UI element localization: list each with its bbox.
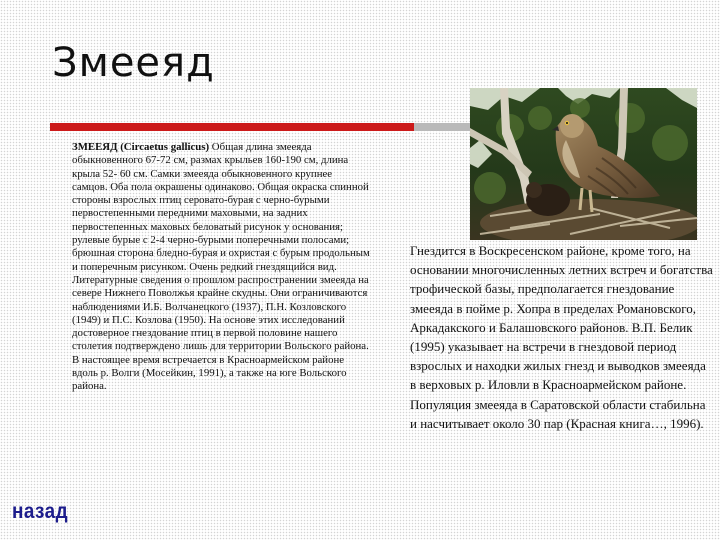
nesting-description: Гнездится в Воскресенском районе, кроме того, на основании многочисленных летних встреч и богатства трофической базы, предполагается гнездование змееяда в пойме р. Хопра в пределах Романовского, Аркадакского и Балашовского районов. В.П. Белик (1995) указывает на встречи в гнездовой период взрослых и находки жилых гнезд и выводков змееяда в верховых р. Иловли в Красноармейском районе. Популяция змееяда в Саратовской области стабильна и насчитывает около 30 пар (Красная книга…, 1996). <box>410 243 713 431</box>
page-title: Змееяд <box>52 40 215 86</box>
title-underline-accent <box>50 123 414 131</box>
eagle-nest-photo <box>470 88 697 240</box>
species-name: ЗМЕЕЯД (Circaetus gallicus) <box>72 141 210 153</box>
species-description <box>72 141 370 394</box>
back-link[interactable]: назад <box>12 500 69 523</box>
species-description-body: Общая длина змееяда обыкновенного 67-72 см, размах крыльев 160-190 см, длина крыла 52- 60 см. Самки змееяда обыкновенного крупнее самцов. Оба пола окрашены одинаково. Общая окраска спинной стороны взрослых птиц серовато-бурая с черно-бурыми первостепенными передними маховыми, на задних первостепенных маховых беловатый рисунок у основания; рулевые бурые с 2-4 черно-бурыми поперечными полосами; брюшная сторона бледно-бурая и охристая с бурым продольным и поперечным рисунком. Очень редкий гнездящийся вид. Литературные сведения о прошлом распространении змееяда на севере Нижнего Поволжья крайне скудны. Они ограничиваются наблюдениями И.Б. Волчанецкого (1937), П.Н. Козловского (1949) и П.С. Козлова (1950). На основе этих исследований достоверное гнездование птиц в первой половине нашего столетия подтверждено лишь для территории Вольского района. В настоящее время встречается в Красноармейском районе вдоль р. Волги (Мосейкин, 1991), а также на юге Вольского района. <box>72 141 370 393</box>
